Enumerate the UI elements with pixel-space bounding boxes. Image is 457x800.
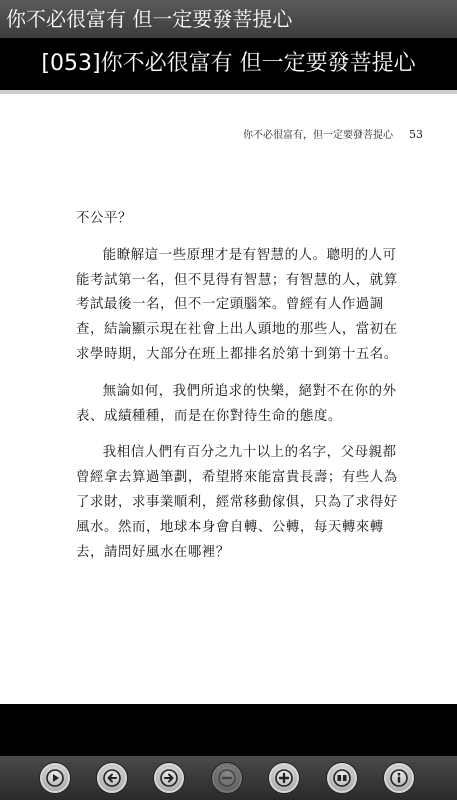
paragraph: 不公平？ <box>76 211 132 226</box>
running-title: 你不必很富有，但一定要發菩提心 <box>243 130 393 141</box>
page-body <box>76 207 406 577</box>
info-icon <box>390 769 408 787</box>
next-icon <box>160 769 178 787</box>
play-button[interactable] <box>40 763 70 793</box>
app-title: 你不必很富有 但一定要發菩提心 <box>0 0 457 38</box>
page-number: 53 <box>409 128 423 141</box>
paragraph: 能瞭解這一些原理才是有智慧的人。聰明的人可能考試第一名，但不見得有智慧；有智慧的人，就算考試最後一名，但不一定頭腦笨。曾經有人作過調查，結論顯示現在社會上出人頭地的那些人，當初在求學時期，大部分在班上都排名於第十到第十五名。 <box>76 247 398 362</box>
chapter-heading: [053]你不必很富有 但一定要發菩提心 <box>0 38 457 90</box>
bottom-toolbar <box>0 756 457 800</box>
book-page[interactable] <box>0 90 457 704</box>
running-header <box>243 126 423 141</box>
paragraph: 我相信人們有百分之九十以上的名字，父母親都曾經拿去算過筆劃，希望將來能富貴長壽；有些人為了求財，求事業順利，經常移動傢俱，只為了求得好風水。然而，地球本身會自轉、公轉，每天轉來轉去，請問好風水在哪裡？ <box>76 445 398 560</box>
zoom-out-button[interactable] <box>212 763 242 793</box>
paragraph: 無論如何，我們所追求的快樂，絕對不在你的外表、成績種種，而是在你對待生命的態度。 <box>76 383 397 424</box>
play-icon <box>46 769 64 787</box>
zoom-out-icon <box>218 769 236 787</box>
next-button[interactable] <box>154 763 184 793</box>
previous-button[interactable] <box>97 763 127 793</box>
page-view-icon <box>333 769 351 787</box>
spacer-bar <box>0 704 457 756</box>
page-view-button[interactable] <box>327 763 357 793</box>
previous-icon <box>103 769 121 787</box>
zoom-in-icon <box>275 769 293 787</box>
info-button[interactable] <box>384 763 414 793</box>
zoom-in-button[interactable] <box>269 763 299 793</box>
